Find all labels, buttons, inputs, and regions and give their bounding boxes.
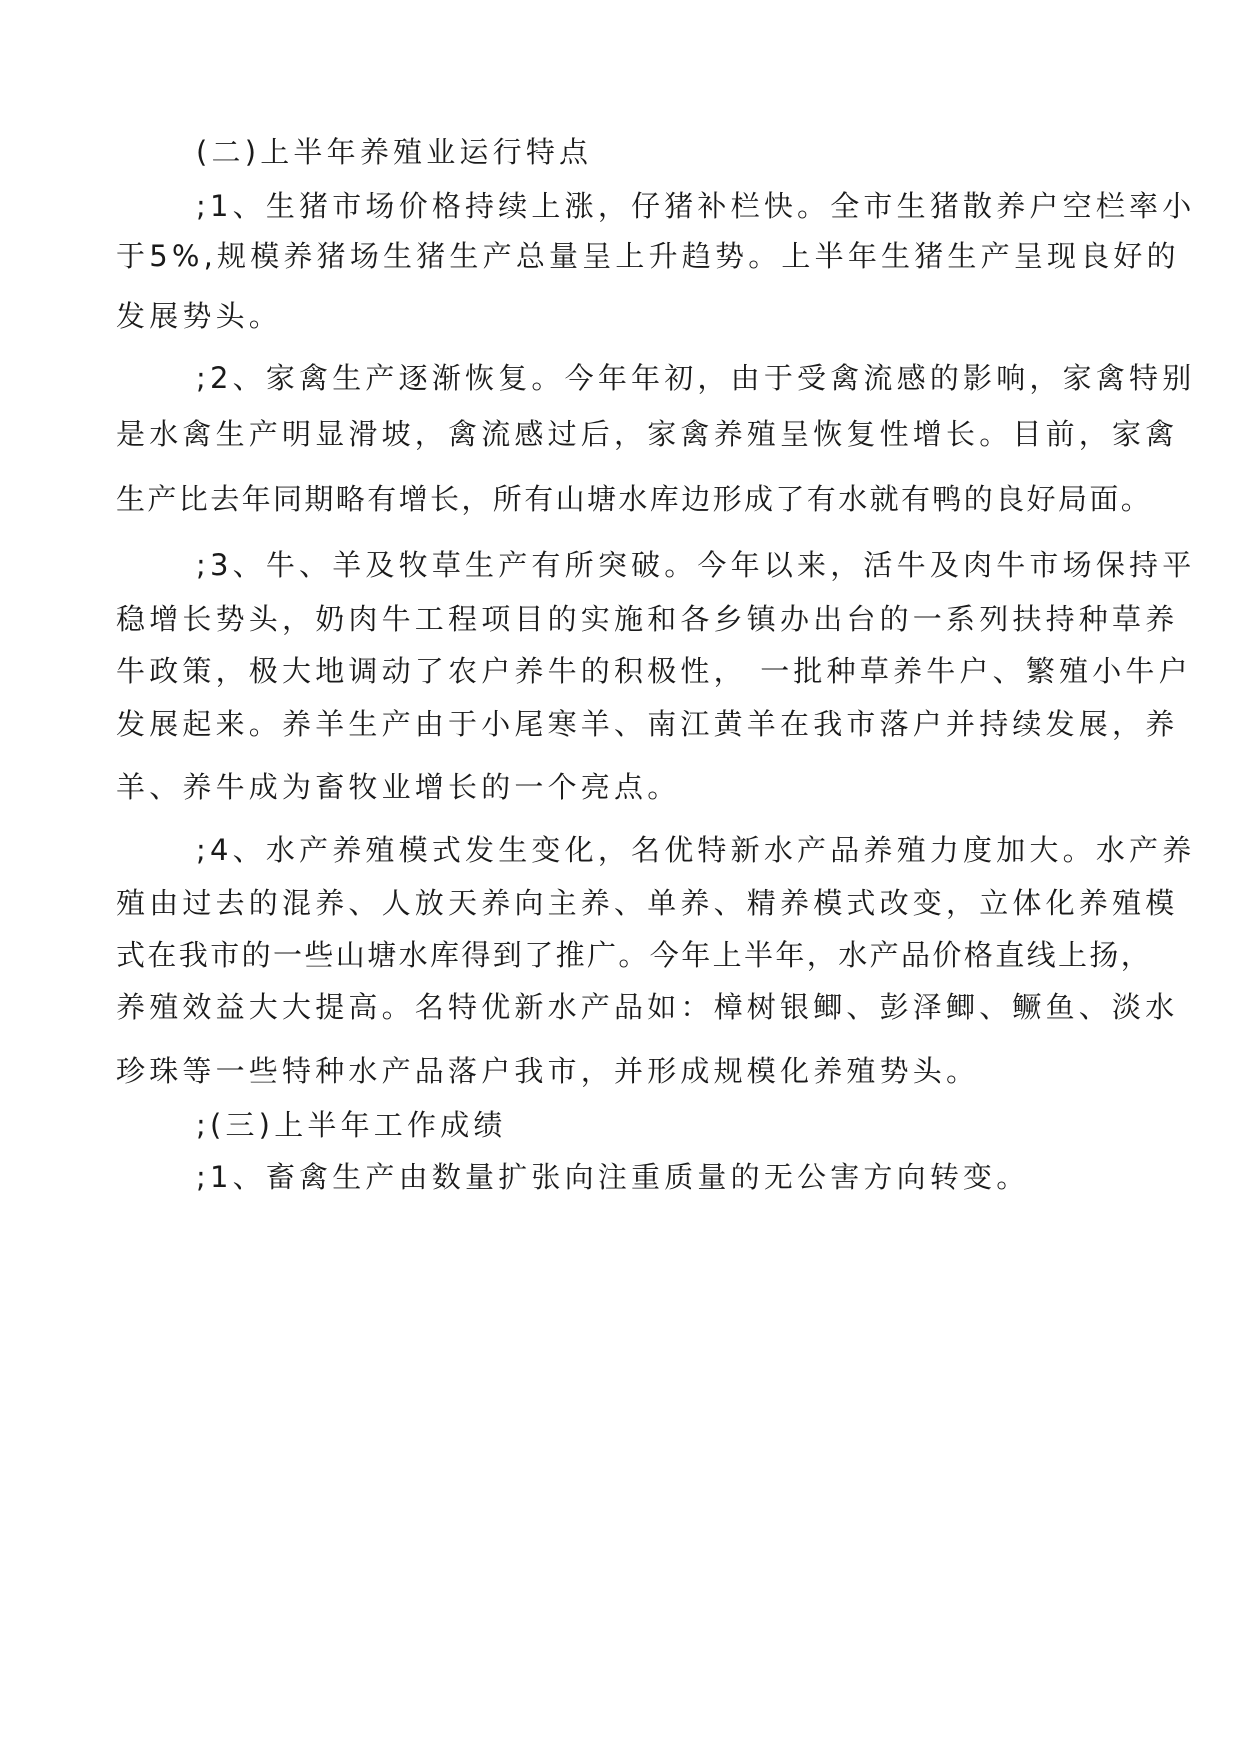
paragraph-line: ;1、生猪市场价格持续上涨，仔猪补栏快。全市生猪散养户空栏率小	[196, 189, 1196, 223]
paragraph-line: 养殖效益大大提高。名特优新水产品如：樟树银鲫、彭泽鲫、鳜鱼、淡水	[116, 990, 1179, 1024]
paragraph-line: ;1、畜禽生产由数量扩张向注重质量的无公害方向转变。	[196, 1160, 1030, 1194]
paragraph-line: 珍珠等一些特种水产品落户我市，并形成规模化养殖势头。	[116, 1054, 980, 1088]
paragraph-line: ;3、牛、羊及牧草生产有所突破。今年以来，活牛及肉牛市场保持平	[196, 548, 1196, 582]
paragraph-line: 稳增长势头，奶肉牛工程项目的实施和各乡镇办出台的一系列扶持种草养	[116, 602, 1179, 636]
paragraph-line: 式在我市的一些山塘水库得到了推广。今年上半年，水产品价格直线上扬，	[116, 938, 1153, 972]
paragraph-line: 牛政策，极大地调动了农户养牛的积极性， 一批种草养牛户、繁殖小牛户	[116, 654, 1192, 688]
paragraph-line: ;4、水产养殖模式发生变化，名优特新水产品养殖力度加大。水产养	[196, 833, 1196, 867]
paragraph-line: 是水禽生产明显滑坡，禽流感过后，家禽养殖呈恢复性增长。目前，家禽	[116, 417, 1179, 451]
paragraph-line: 于5%,规模养猪场生猪生产总量呈上升趋势。上半年生猪生产呈现良好的	[116, 239, 1180, 273]
paragraph-line: 生产比去年同期略有增长，所有山塘水库边形成了有水就有鸭的良好局面。	[116, 482, 1153, 516]
section-heading-2: (二)上半年养殖业运行特点	[196, 135, 593, 169]
paragraph-line: 发展起来。养羊生产由于小尾寒羊、南江黄羊在我市落户并持续发展，养	[116, 707, 1179, 741]
section-heading-3: ;(三)上半年工作成绩	[196, 1108, 507, 1142]
paragraph-line: 殖由过去的混养、人放天养向主养、单养、精养模式改变，立体化养殖模	[116, 886, 1179, 920]
paragraph-line: 羊、养牛成为畜牧业增长的一个亮点。	[116, 770, 681, 804]
paragraph-line: 发展势头。	[116, 299, 283, 333]
paragraph-line: ;2、家禽生产逐渐恢复。今年年初，由于受禽流感的影响，家禽特别	[196, 361, 1196, 395]
